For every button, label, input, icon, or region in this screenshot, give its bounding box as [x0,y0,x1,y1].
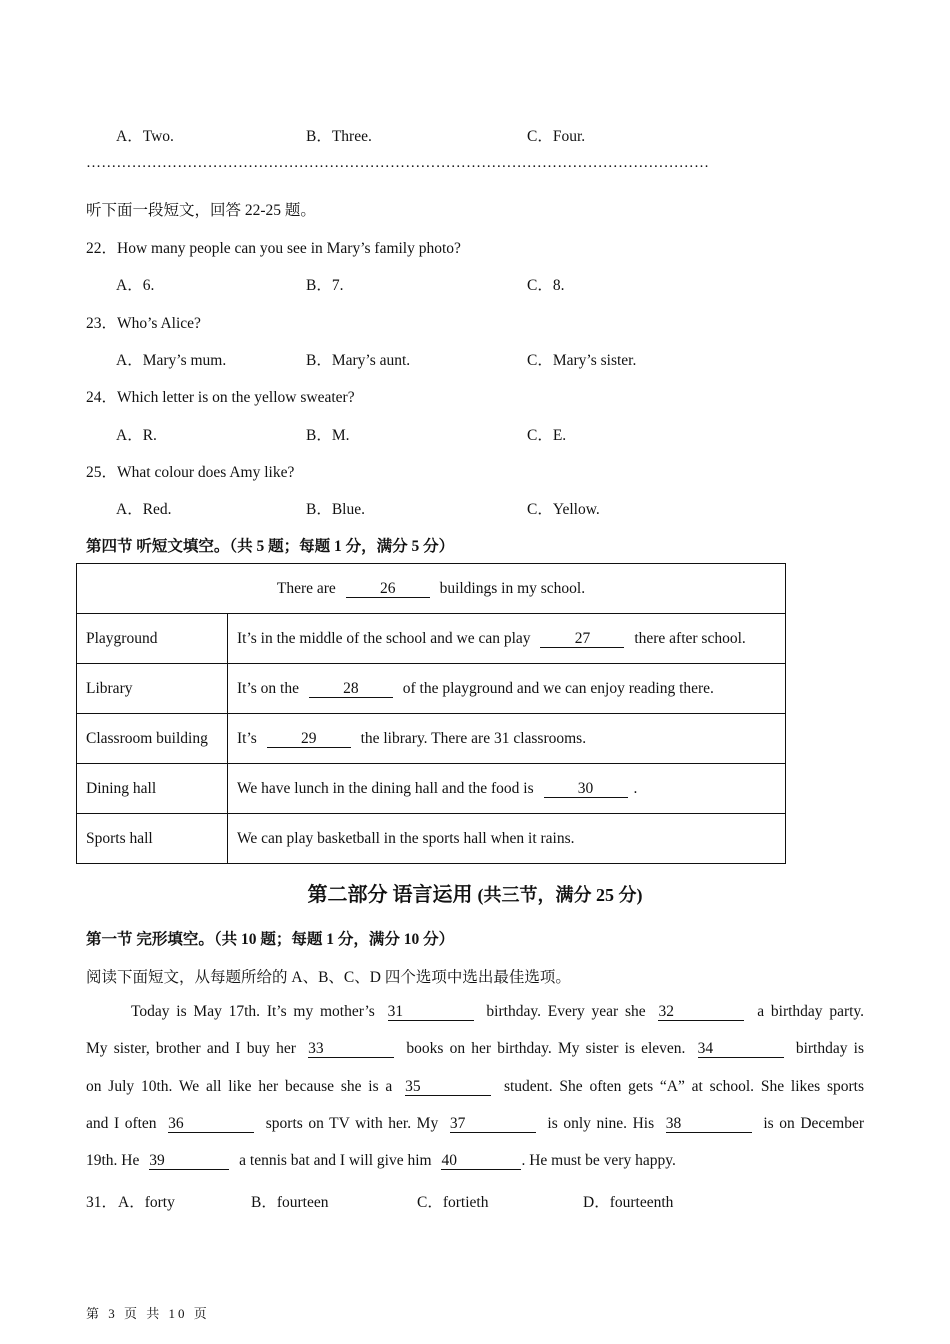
description-cell [228,664,786,714]
description-cell [228,714,786,764]
q31-stem: 31． [86,1194,118,1211]
question-stem: 23．Who’s Alice? [86,315,201,332]
cell-text: . [633,779,638,797]
q31-option-c: C．fortieth [417,1194,489,1211]
blank: 34 [698,1040,784,1058]
blank: 31 [388,1003,474,1021]
cell-text: We have lunch in the dining hall and the food is [237,779,534,797]
blank: 32 [658,1003,744,1021]
place-cell: Classroom building [77,714,228,764]
q31-option-a: A．forty [118,1194,175,1211]
blank: 30 [544,780,628,798]
question-stem: 25．What colour does Amy like? [86,464,295,481]
cell-text: the library. There are 31 classrooms. [360,729,587,747]
blank: 28 [309,680,393,698]
blank: 39 [149,1152,229,1170]
blank: 27 [540,630,624,648]
place-cell: Sports hall [77,814,228,864]
table-row [77,814,786,864]
blank: 33 [308,1040,394,1058]
table-header-row [77,564,786,614]
passage-text: a birthday party. [757,1003,865,1020]
cloze-intro: 阅读下面短文，从每题所给的 A、B、C、D 四个选项中选出最佳选项。 [86,969,571,986]
passage-text: Today is May 17th. It’s my mother’s [131,1003,375,1020]
page-footer: 第 3 页 共 10 页 [86,1306,210,1321]
passage-text: sports on TV with her. My [265,1114,439,1132]
passage-line [86,1105,864,1142]
question-option-c: C．Yellow. [527,501,600,518]
question-option-b: B．Mary’s aunt. [306,352,411,369]
question-option-a: A．R. [116,427,157,444]
question-option-c: C．E. [527,427,567,444]
blank: 38 [666,1115,752,1133]
blank: 29 [267,730,351,748]
passage-text: birthday is [795,1040,864,1058]
passage-text: is on December [763,1114,865,1132]
question-stem: 22．How many people can you see in Mary’s family photo? [86,240,461,257]
place-cell: Playground [77,614,228,664]
question-option-b: B．M. [306,427,350,444]
passage-line [86,1142,864,1179]
question-option-b: B．Blue. [306,501,365,518]
q31-option-d: D．fourteenth [583,1194,674,1211]
part2-title-cn: 第二部分 语言运用 [307,884,473,906]
place-cell: Dining hall [77,764,228,814]
description-cell [228,814,786,864]
q21-option-c: C．Four. [527,128,586,145]
blank: 35 [405,1078,491,1096]
q21-option-b: B．Three. [306,128,372,145]
blank: 37 [450,1115,536,1133]
description-cell [228,764,786,814]
cell-text: of the playground and we can enjoy reading there. [402,679,714,697]
cloze-passage [86,993,864,1179]
question-option-c: C．Mary’s sister. [527,352,637,369]
part2-title-note: (共三节，满分 25 分) [477,885,643,905]
table-row [77,714,786,764]
blank: 36 [168,1115,254,1133]
passage-text: 19th. He [86,1152,140,1170]
passage-text: and I often [86,1114,157,1132]
passage-line [86,993,864,1030]
passage-text: . He must be very happy. [521,1152,676,1170]
question-option-a: A．Mary’s mum. [116,352,227,369]
cell-text: buildings in my school. [439,579,586,597]
cell-text: There are [276,579,336,597]
passage-text: student. She often gets “A” at school. She likes sports [503,1077,864,1095]
cell-text: there after school. [634,629,746,647]
passage-text: on July 10th. We all like her because she is a [86,1077,393,1095]
question-option-a: A．Red. [116,501,172,518]
passage-text: books on her birthday. My sister is eleven. [406,1040,686,1058]
place-cell: Library [77,664,228,714]
passage-line [86,1030,864,1067]
fill-in-table [76,563,786,864]
cell-text: It’s [237,729,257,747]
description-cell [228,614,786,664]
blank: 40 [441,1152,521,1170]
q21-option-a: A．Two. [116,128,174,145]
passage-line [86,1068,864,1105]
dotted-separator: …………………………………………………………………………………………………………… [86,158,710,168]
question-option-c: C．8. [527,277,565,294]
table-row [77,614,786,664]
q31-option-b: B．fourteen [251,1194,329,1211]
table-row [77,764,786,814]
cloze-title: 第一节 完形填空。（共 10 题；每题 1 分，满分 10 分） [86,931,455,948]
question-option-a: A．6. [116,277,155,294]
part2-title [0,878,950,907]
cell-text: We can play basketball in the sports hall when it rains. [237,829,575,847]
listen-intro: 听下面一段短文，回答 22-25 题。 [86,202,316,219]
section4-title: 第四节 听短文填空。（共 5 题；每题 1 分，满分 5 分） [86,538,455,555]
table-row [77,664,786,714]
cell-text: It’s on the [237,679,299,697]
passage-text: is only nine. His [547,1114,655,1132]
passage-text: birthday. Every year she [486,1003,646,1020]
passage-text: a tennis bat and I will give him [239,1152,432,1170]
blank: 26 [346,580,430,598]
cell-text: It’s in the middle of the school and we can play [237,629,531,647]
question-stem: 24．Which letter is on the yellow sweater? [86,389,355,406]
question-option-b: B．7. [306,277,344,294]
passage-text: My sister, brother and I buy her [86,1040,296,1058]
table-header-cell [77,564,786,614]
